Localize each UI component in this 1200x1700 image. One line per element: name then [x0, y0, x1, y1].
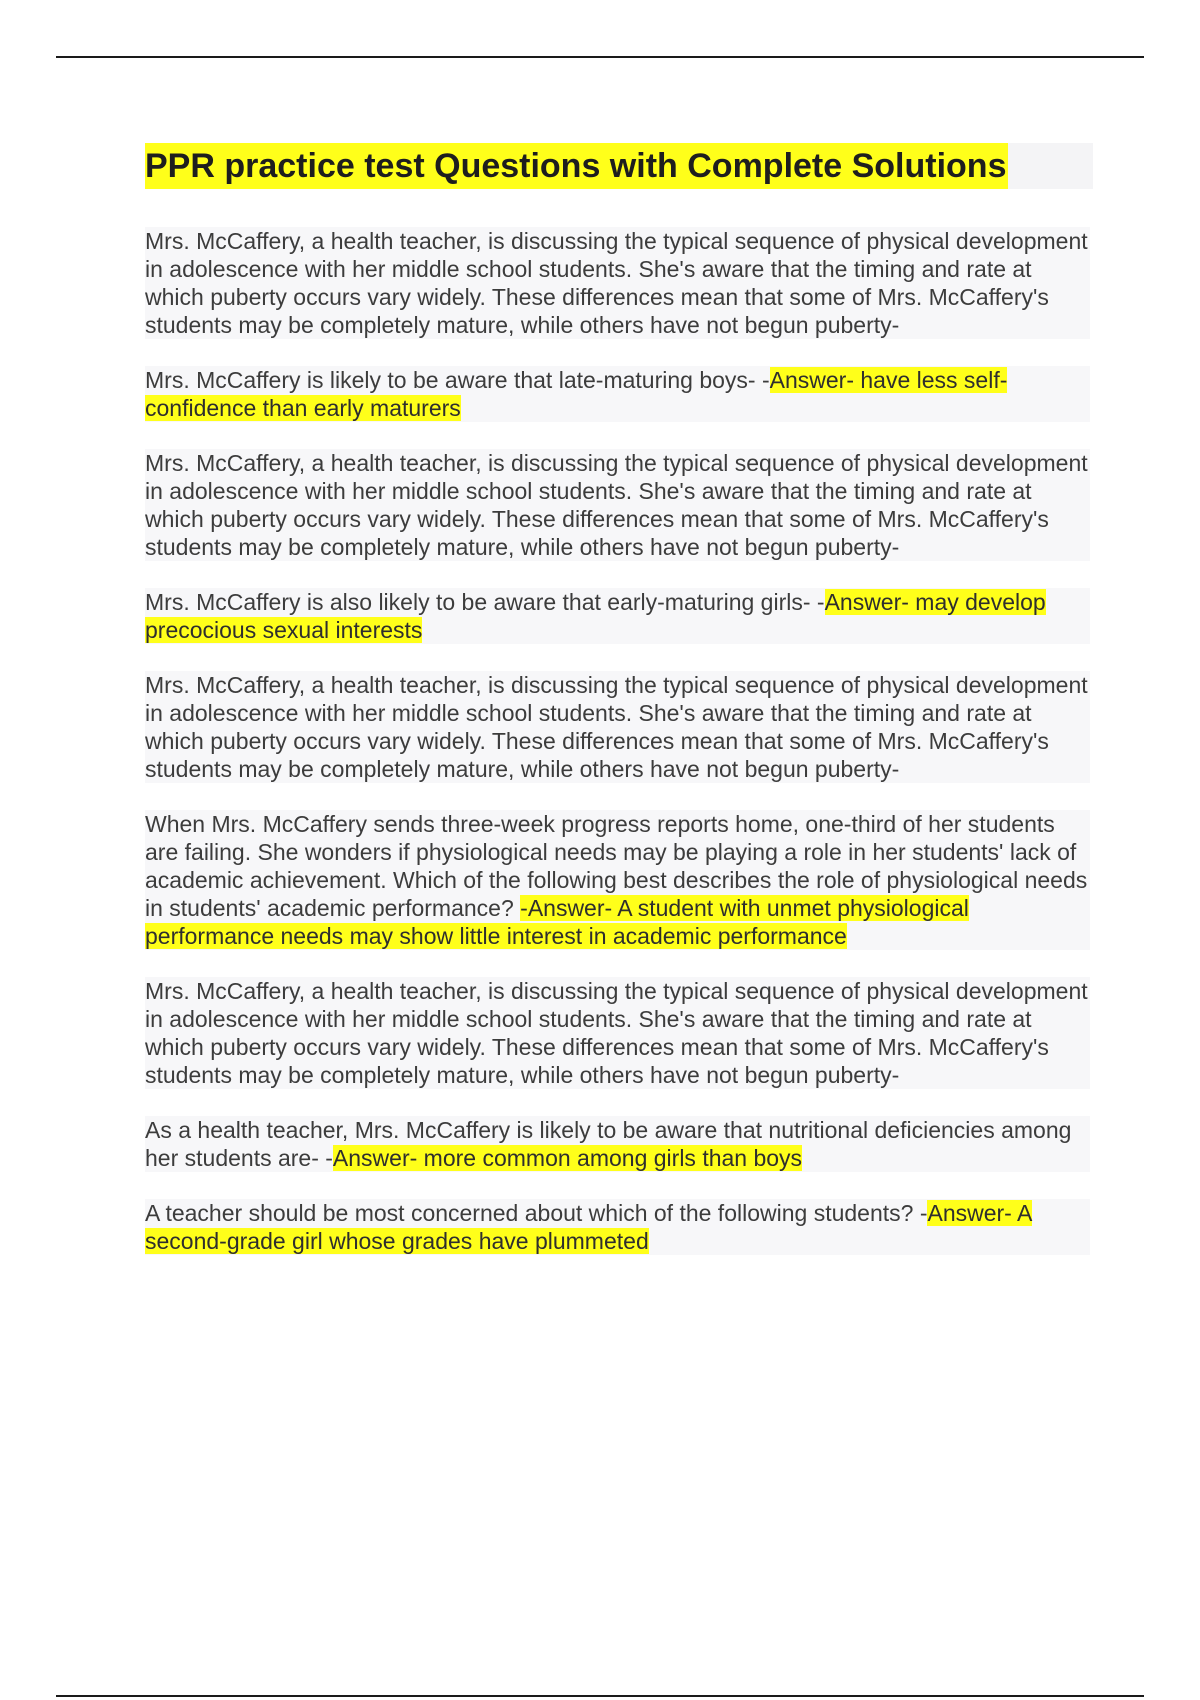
question-text: Mrs. McCaffery is also likely to be aware that early-maturing girls- - — [145, 589, 825, 615]
question-item — [145, 449, 1090, 561]
question-item — [145, 227, 1090, 339]
question-item — [145, 1199, 1090, 1255]
question-item — [145, 810, 1090, 950]
question-item — [145, 977, 1090, 1089]
document-body — [145, 143, 1090, 1282]
question-text: When Mrs. McCaffery sends three-week progress reports home, one-third of her students are failing. She wonders if physiological needs may be playing a role in her students' lack of academic achievement. Which of the following best describes the role of physiological needs in students' academic performance? — [145, 811, 1088, 921]
question-item — [145, 366, 1090, 422]
question-text: Mrs. McCaffery is likely to be aware that late-maturing boys- - — [145, 367, 770, 393]
question-text: Mrs. McCaffery, a health teacher, is discussing the typical sequence of physical development in adolescence with her middle school students. She's aware that the timing and rate at which puberty occurs vary widely. These differences mean that some of Mrs. McCaffery's students may be completely mature, while others have not begun puberty- — [145, 978, 1088, 1088]
question-item — [145, 1116, 1090, 1172]
answer-highlight: Answer- more common among girls than boys — [332, 1145, 803, 1171]
answer-highlight: -Answer- A student with unmet physiological performance needs may show little interest in academic performance — [145, 895, 969, 949]
question-text: Mrs. McCaffery, a health teacher, is discussing the typical sequence of physical development in adolescence with her middle school students. She's aware that the timing and rate at which puberty occurs vary widely. These differences mean that some of Mrs. McCaffery's students may be completely mature, while others have not begun puberty- — [145, 672, 1088, 782]
document-title: PPR practice test Questions with Complete Solutions — [145, 143, 1008, 189]
answer-highlight: Answer- A second-grade girl whose grades have plummeted — [145, 1200, 1033, 1254]
title-block — [145, 143, 1093, 189]
question-text: Mrs. McCaffery, a health teacher, is discussing the typical sequence of physical development in adolescence with her middle school students. She's aware that the timing and rate at which puberty occurs vary widely. These differences mean that some of Mrs. McCaffery's students may be completely mature, while others have not begun puberty- — [145, 450, 1088, 560]
question-text: As a health teacher, Mrs. McCaffery is likely to be aware that nutritional deficiencies among her students are- - — [145, 1117, 1072, 1171]
footer-rule — [56, 1695, 1144, 1697]
question-item — [145, 588, 1090, 644]
answer-highlight: Answer- have less self-confidence than early maturers — [145, 367, 1008, 421]
question-item — [145, 671, 1090, 783]
question-text: A teacher should be most concerned about which of the following students? - — [145, 1200, 928, 1226]
header-rule — [56, 56, 1144, 58]
question-text: Mrs. McCaffery, a health teacher, is discussing the typical sequence of physical development in adolescence with her middle school students. She's aware that the timing and rate at which puberty occurs vary widely. These differences mean that some of Mrs. McCaffery's students may be completely mature, while others have not begun puberty- — [145, 228, 1088, 338]
answer-highlight: Answer- may develop precocious sexual interests — [145, 589, 1046, 643]
